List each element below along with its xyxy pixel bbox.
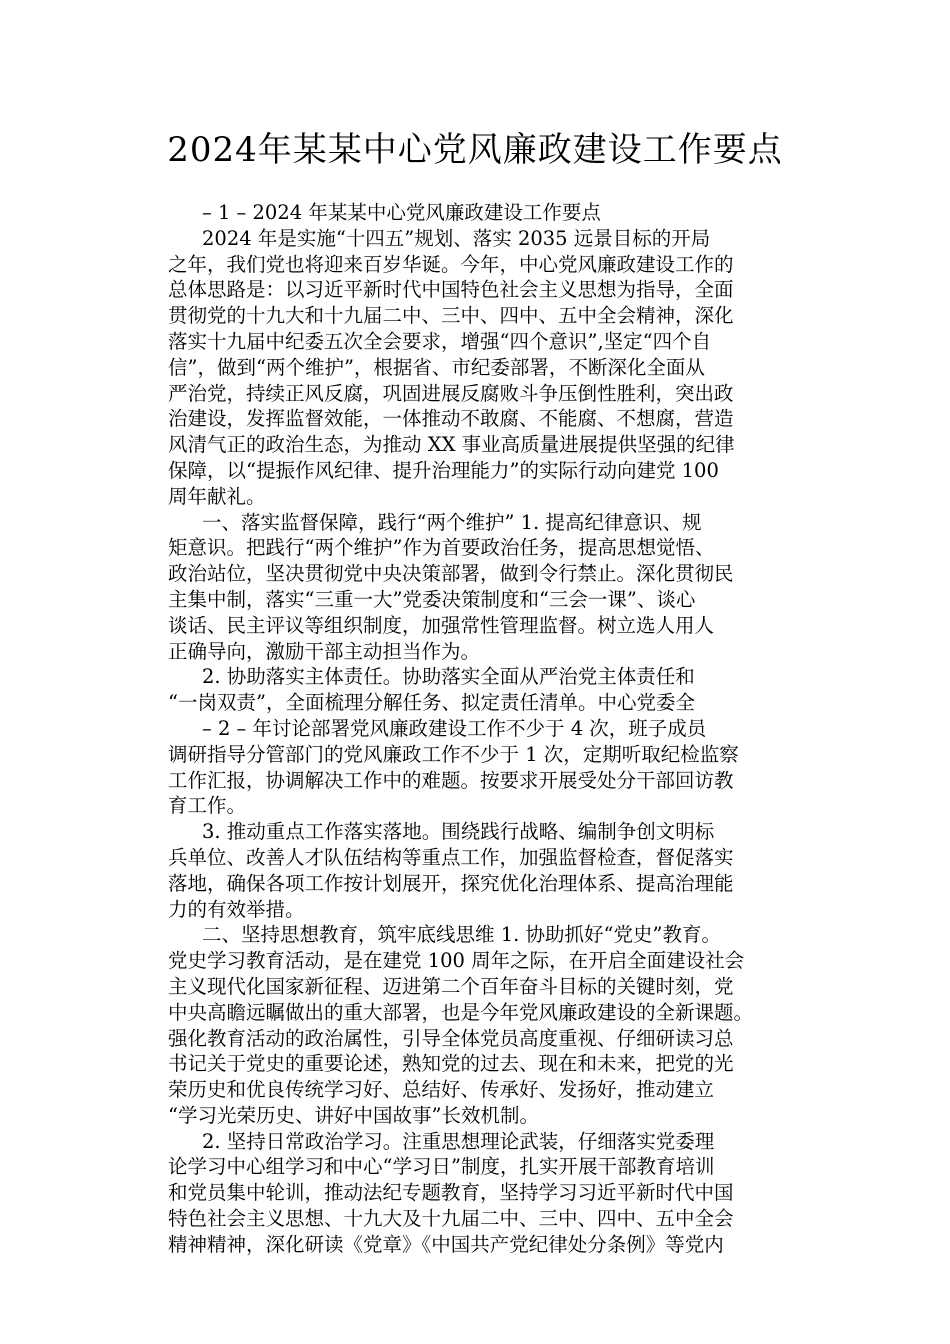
text-line: 矩意识。把践行“两个维护”作为首要政治任务，提高思想觉悟、 [168, 536, 715, 560]
text-line: 主集中制，落实“三重一大”党委决策制度和“三会一课”、谈心 [168, 587, 696, 611]
text-line: 落地，确保各项工作按计划展开，探究优化治理体系、提高治理能 [168, 871, 734, 895]
document-title: 2024年某某中心党风廉政建设工作要点 [167, 130, 783, 170]
text-line: 党史学习教育活动，是在建党 100 周年之际，在开启全面建设社会 [168, 949, 745, 973]
text-line: 和党员集中轮训，推动法纪专题教育，坚持学习习近平新时代中国 [168, 1181, 734, 1205]
text-line: 强化教育活动的政治属性，引导全体党员高度重视、仔细研读习总 [168, 1026, 734, 1050]
text-line: – 2 – 年讨论部署党风廉政建设工作不少于 4 次，班子成员 [202, 716, 707, 740]
text-line: 论学习中心组学习和中心“学习日”制度，扎实开展干部教育培训 [168, 1155, 715, 1179]
text-line: 之年，我们党也将迎来百岁华诞。今年，中心党风廉政建设工作的 [168, 252, 734, 276]
text-line: 兵单位、改善人才队伍结构等重点工作，加强监督检查，督促落实 [168, 845, 734, 869]
text-line: “一岗双责”，全面梳理分解任务、拟定责任清单。中心党委全 [168, 691, 695, 715]
text-line: 二、坚持思想教育，筑牢底线思维 1. 协助抓好“党史”教育。 [202, 923, 721, 947]
text-line: 3. 推动重点工作落实落地。围绕践行战略、编制争创文明标 [202, 820, 715, 844]
text-line: 周年献礼。 [168, 484, 266, 508]
text-line: – 1 – 2024 年某某中心党风廉政建设工作要点 [202, 201, 601, 224]
text-line: 精神精神，深化研读《党章》《中国共产党纪律处分条例》等党内 [168, 1232, 724, 1256]
text-line: 书记关于党史的重要论述，熟知党的过去、现在和未来，把党的光 [168, 1052, 734, 1076]
text-line: 严治党，持续正风反腐，巩固进展反腐败斗争压倒性胜利，突出政 [168, 381, 734, 405]
text-line: 主义现代化国家新征程、迈进第二个百年奋斗目标的关键时刻，党 [168, 974, 734, 998]
text-line: 落实十九届中纪委五次全会要求，增强“四个意识”,坚定“四个自 [168, 329, 712, 353]
text-line: 信”，做到“两个维护”，根据省、市纪委部署，不断深化全面从 [168, 355, 705, 379]
text-line: “学习光荣历史、讲好中国故事”长效机制。 [168, 1103, 539, 1127]
text-line: 总体思路是：以习近平新时代中国特色社会主义思想为指导，全面 [168, 278, 734, 302]
text-line: 工作汇报，协调解决工作中的难题。按要求开展受处分干部回访教 [168, 768, 734, 792]
text-line: 治建设，发挥监督效能，一体推动不敢腐、不能腐、不想腐，营造 [168, 407, 734, 431]
document-body [168, 200, 838, 1258]
text-line: 谈话、民主评议等组织制度，加强常性管理监督。树立选人用人 [168, 613, 715, 637]
text-line: 2. 坚持日常政治学习。注重思想理论武装，仔细落实党委理 [202, 1129, 715, 1153]
text-line: 一、落实监督保障，践行“两个维护” 1. 提高纪律意识、规 [202, 510, 702, 534]
text-line: 力的有效举措。 [168, 897, 305, 921]
text-line: 2. 协助落实主体责任。协助落实全面从严治党主体责任和 [202, 665, 695, 689]
text-line: 育工作。 [168, 794, 247, 818]
text-line: 特色社会主义思想、十九大及十九届二中、三中、四中、五中全会 [168, 1207, 734, 1231]
text-line: 2024 年是实施“十四五”规划、落实 2035 远景目标的开局 [202, 226, 711, 250]
text-line: 保障，以“提振作风纪律、提升治理能力”的实际行动向建党 100 [168, 458, 719, 482]
text-line: 正确导向，激励干部主动担当作为。 [168, 639, 481, 663]
text-line: 荣历史和优良传统学习好、总结好、传承好、发扬好，推动建立 [168, 1078, 715, 1102]
text-line: 中央高瞻远瞩做出的重大部署，也是今年党风廉政建设的全新课题。 [168, 1000, 754, 1024]
text-line: 调研指导分管部门的党风廉政工作不少于 1 次，定期听取纪检监察 [168, 742, 739, 766]
text-line: 贯彻党的十九大和十九届二中、三中、四中、五中全会精神，深化 [168, 304, 734, 328]
text-line: 政治站位，坚决贯彻党中央决策部署，做到令行禁止。深化贯彻民 [168, 562, 734, 586]
text-line: 风清气正的政治生态，为推动 XX 事业高质量进展提供坚强的纪律 [168, 433, 735, 457]
